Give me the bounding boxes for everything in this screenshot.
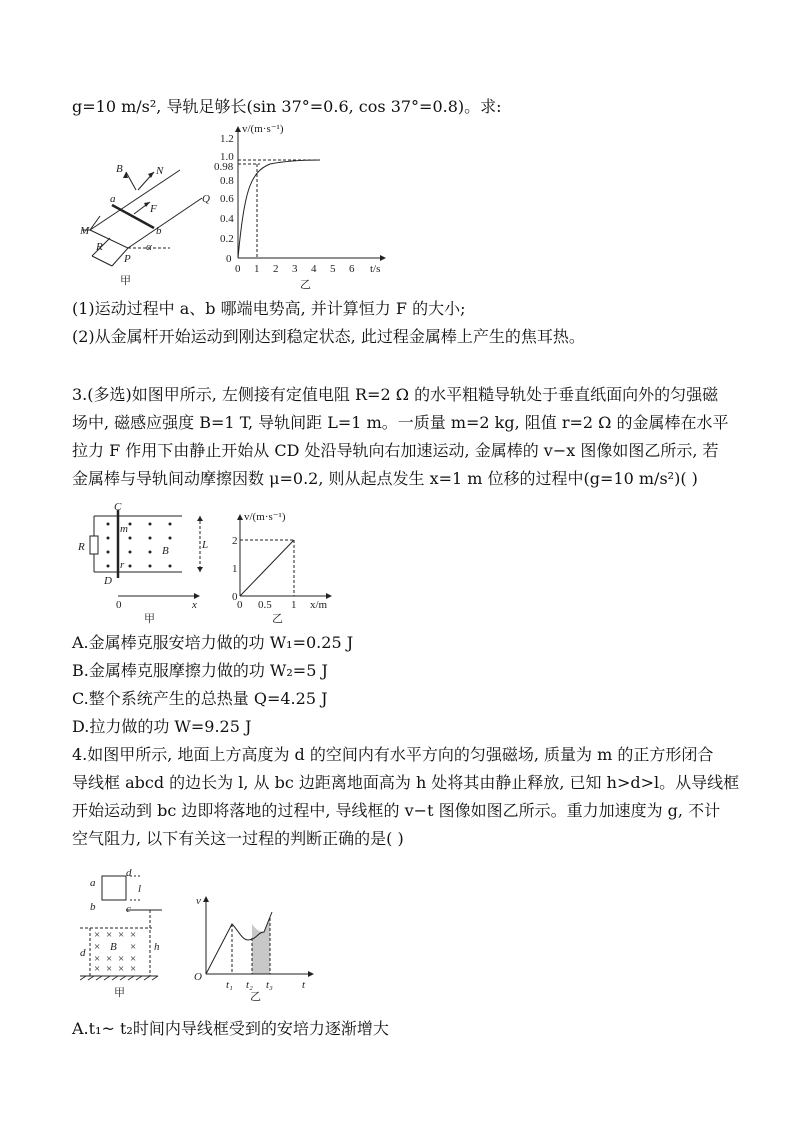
label-C: C [114, 502, 122, 513]
q2-sub2: (2)从金属杆开始运动到刚达到稳定状态, 此过程金属棒上产生的焦耳热。 [72, 327, 585, 346]
q3-figure-yi [228, 508, 348, 628]
q4-option-a: A.t₁~ t₂时间内导线框受到的安培力逐渐增大 [72, 1019, 389, 1038]
label-origin: 0 [116, 599, 122, 611]
xtick: 1 [291, 599, 297, 611]
field-cross: × [94, 941, 101, 953]
label-R: R [96, 241, 103, 253]
field-cross: × [118, 963, 125, 975]
q3-option-a: A.金属棒克服安培力做的功 W₁=0.25 J [72, 633, 354, 652]
xtick: 6 [349, 263, 355, 275]
field-cross: × [94, 929, 101, 941]
xtick: 3 [292, 263, 298, 275]
field-cross: × [130, 953, 137, 965]
field-cross: × [106, 929, 113, 941]
ytick: 0.2 [220, 233, 234, 245]
label-d: d [126, 867, 132, 879]
field-cross: × [118, 953, 125, 965]
field-cross: × [130, 963, 137, 975]
ytick: 0.4 [220, 213, 234, 225]
q2-sub1: (1)运动过程中 a、b 哪端电势高, 并计算恒力 F 的大小; [72, 299, 466, 318]
label-Q: Q [202, 193, 210, 205]
q3-option-b: B.金属棒克服摩擦力做的功 W₂=5 J [72, 661, 328, 680]
ytick: 0.98 [214, 161, 234, 173]
ytick: 0 [232, 591, 238, 603]
label-b: b [156, 225, 162, 237]
label-R: R [78, 541, 85, 553]
label-D: D [104, 575, 112, 587]
q3-line4: 金属棒与导轨间动摩擦因数 μ=0.2, 则从起点发生 x=1 m 位移的过程中(g=10 m/s²)( ) [72, 469, 698, 488]
ytick: 1.2 [220, 133, 234, 145]
q4-line3: 开始运动到 bc 边即将落地的过程中, 导线框的 v−t 图像如图乙所示。重力加速度为 g, 不计 [72, 801, 721, 820]
q4-line1: 4.如图甲所示, 地面上方高度为 d 的空间内有水平方向的匀强磁场, 质量为 m 的正方形闭合 [72, 745, 714, 764]
q3-line1: 3.(多选)如图甲所示, 左侧接有定值电阻 R=2 Ω 的水平粗糙导轨处于垂直纸面向外的匀强磁 [72, 385, 719, 404]
field-cross: × [94, 963, 101, 975]
label-M: M [80, 225, 90, 237]
label-d-height: d [80, 947, 86, 959]
q4-yi-ylabel: v [196, 895, 201, 907]
label-a: a [110, 193, 116, 205]
q2-figure-jia [80, 150, 210, 290]
label-L: L [202, 539, 209, 551]
xtick: 0.5 [258, 599, 272, 611]
q3-yi-ylabel: v/(m·s⁻¹) [244, 511, 286, 523]
label-P: P [124, 253, 131, 265]
label-b: b [90, 901, 96, 913]
q3-yi-xlabel: x/m [310, 599, 328, 611]
label-N: N [156, 165, 164, 177]
xtick: 2 [273, 263, 279, 275]
field-cross: × [106, 953, 113, 965]
q3-line2: 场中, 磁感应强度 B=1 T, 导轨间距 L=1 m。一质量 m=2 kg, 阻值 r=2 Ω 的金属棒在水平 [72, 413, 729, 432]
label-h: h [154, 941, 160, 953]
q2-yi-ylabel: v/(m·s⁻¹) [242, 123, 284, 135]
q3-jia-caption: 甲 [144, 613, 155, 625]
ytick: 2 [232, 535, 238, 547]
label-a: a [90, 877, 96, 889]
xtick: t₃ [266, 979, 273, 991]
q2-yi-caption: 乙 [300, 279, 311, 291]
q4-jia-caption: 甲 [114, 987, 125, 999]
field-cross: × [106, 963, 113, 975]
field-cross: × [130, 929, 137, 941]
xtick: 1 [254, 263, 260, 275]
label-x: x [192, 599, 197, 611]
xtick: 5 [330, 263, 336, 275]
q3-option-d: D.拉力做的功 W=9.25 J [72, 717, 252, 736]
q3-figure-jia [72, 502, 212, 627]
q2-figure-yi [210, 122, 390, 292]
q4-figure-jia [80, 866, 180, 1006]
q4-line4: 空气阻力, 以下有关这一过程的判断正确的是( ) [72, 829, 404, 848]
xtick: 4 [311, 263, 317, 275]
xtick: 0 [235, 263, 241, 275]
label-r: r [120, 559, 125, 571]
q3-yi-caption: 乙 [272, 613, 283, 625]
field-cross: × [130, 941, 137, 953]
field-cross: × [118, 929, 125, 941]
q3-option-c: C.整个系统产生的总热量 Q=4.25 J [72, 689, 328, 708]
label-c: c [126, 903, 131, 915]
ytick: 1 [232, 563, 238, 575]
q2-yi-xlabel: t/s [370, 263, 381, 275]
label-B: B [110, 941, 117, 953]
q3-line3: 拉力 F 作用下由静止开始从 CD 处沿导轨向右加速运动, 金属棒的 v−x 图像如图乙所示, 若 [72, 441, 719, 460]
q2-jia-caption: 甲 [120, 275, 131, 287]
label-alpha: α [146, 241, 152, 253]
ytick: 0.8 [220, 175, 234, 187]
ytick: 0.6 [220, 193, 234, 205]
xtick: t₁ [226, 979, 233, 991]
ytick: 1.0 [220, 151, 234, 163]
q4-yi-origin: O [194, 971, 202, 983]
field-cross: × [94, 953, 101, 965]
intro-line: g=10 m/s², 导轨足够长(sin 37°=0.6, cos 37°=0.8)。求: [72, 97, 502, 116]
xtick: 0 [237, 599, 243, 611]
label-F: F [150, 203, 157, 215]
label-B: B [116, 163, 123, 175]
q4-yi-caption: 乙 [250, 991, 261, 1003]
label-m: m [120, 523, 128, 535]
label-B: B [162, 545, 169, 557]
label-l: l [138, 883, 142, 895]
xtick: t₂ [246, 979, 253, 991]
q4-line2: 导线框 abcd 的边长为 l, 从 bc 边距离地面高为 h 处将其由静止释放, 已知 h>d>l。从导线框 [72, 773, 740, 792]
q4-yi-xlabel: t [302, 979, 306, 991]
q4-figure-yi [192, 892, 322, 1004]
ytick: 0 [226, 253, 232, 265]
